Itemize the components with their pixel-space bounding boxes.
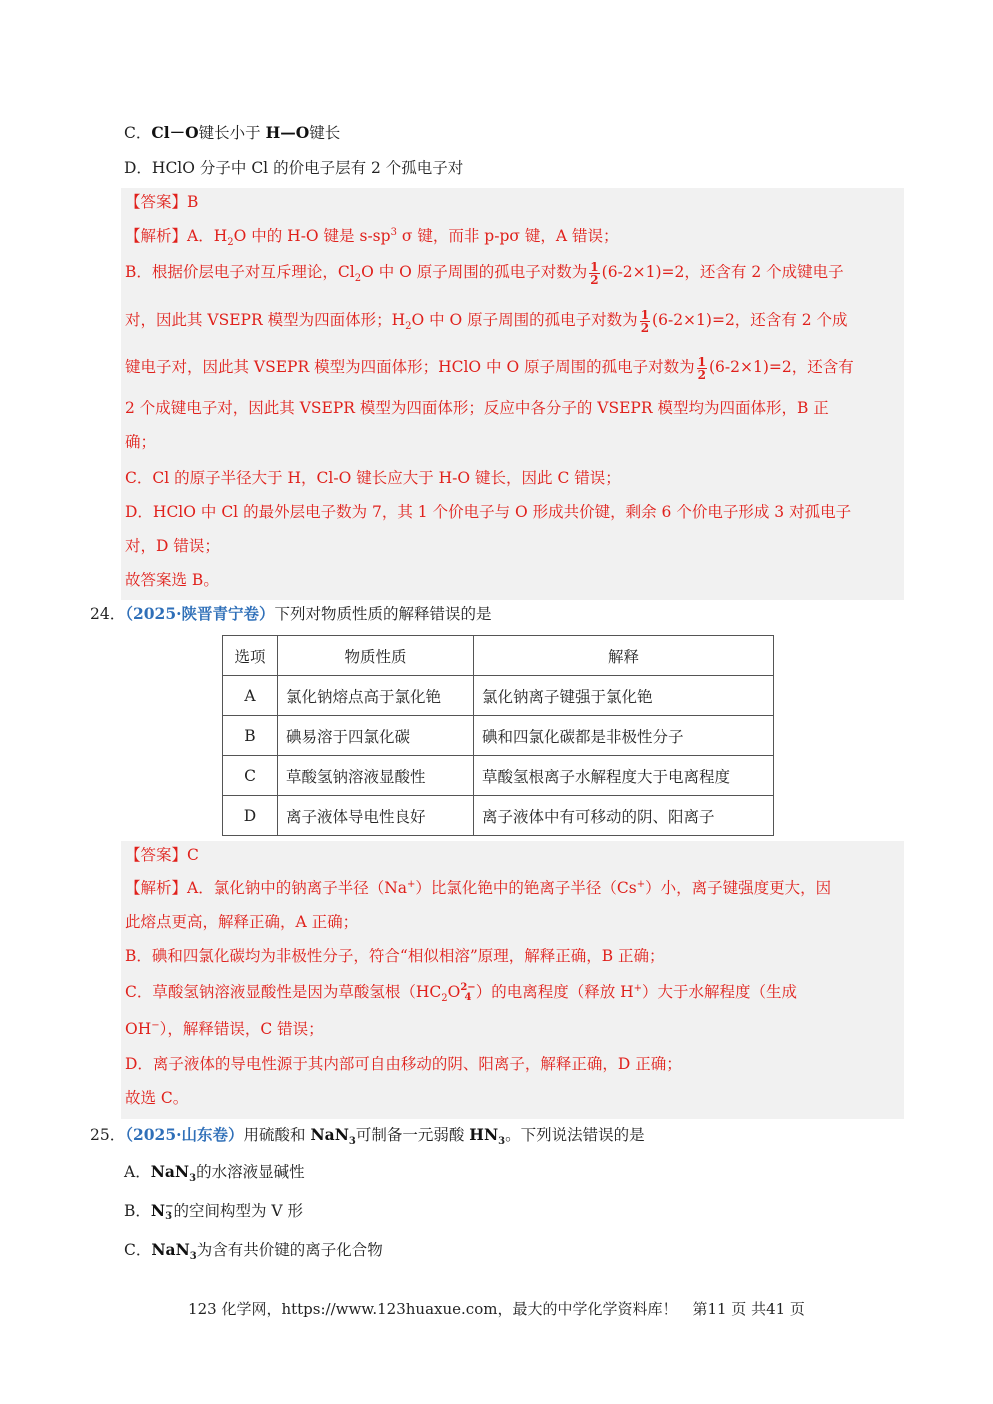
text: OH [125,1020,152,1038]
analysis-line-4 [125,980,797,1004]
text: (6-2×1)=2，还含有 2 个成 [652,311,848,329]
analysis-line-8: D．HClO 中 Cl 的最外层电子数为 7，其 1 个价电子与 O 形成共价键，剩余 6 个价电子形成 3 对孤电子 [125,503,852,521]
subscript: 3 [165,1211,173,1222]
fraction [697,356,707,381]
question-number: 25． [90,1126,126,1144]
subscript: 2 [405,321,412,333]
analysis-line-6: D．离子液体的导电性源于其内部可自由移动的阴、阳离子，解释正确，D 正确； [125,1055,682,1073]
superscript: + [407,878,416,890]
subscript: 2 [227,237,234,249]
analysis-line-2 [125,260,844,286]
question-number: 24． [90,605,126,623]
subscript: 2 [354,273,362,285]
analysis-line-5: 2 个成键电子对，因此其 VSEPR 模型为四面体形；反应中各分子的 VSEPR 模型均为四面体形，B 正 [125,399,829,417]
subscript: 3 [189,1251,197,1263]
table-cell: 草酸氢钠溶液显酸性 [278,756,474,796]
option-text: 为含有共价键的离子化合物 [196,1241,383,1259]
question-text: 。下列说法错误的是 [505,1126,645,1144]
table-cell: 碘和四氯化碳都是非极性分子 [474,716,774,756]
table-cell: A [223,676,278,716]
q24-table [222,635,774,836]
fraction [589,261,599,286]
analysis-prefix: 【解析】 [125,227,188,245]
page-footer: 123 化学网，https://www.123huaxue.com，最大的中学化学资料库！ 第11 页 共41 页 [188,1300,805,1318]
q23-answer-block [121,188,904,600]
q23-option-c [124,121,340,143]
superscript: − [165,1201,174,1212]
table-header: 解释 [474,636,774,676]
text: O [447,983,461,1001]
text: (6-2×1)=2，还含有 2 个成键电子 [601,263,844,281]
option-label: C． [124,124,152,142]
analysis-line-1 [125,876,831,898]
question-text: 用硫酸和 [243,1126,306,1144]
table-cell: 氯化钠离子键强于氯化铯 [474,676,774,716]
fraction-numerator: 1 [697,354,706,369]
subscript: 3 [348,1136,356,1148]
superscript: 3 [390,226,397,238]
text: ）小，离子键强度更大，因 [645,879,832,897]
bond-h-o: H—O [265,123,310,142]
option-label: B． [124,1202,151,1220]
q24-answer-block [121,841,904,1119]
superscript: + [636,878,646,890]
text: O 中 O 原子周围的孤电子对数为 [411,311,638,329]
q25-option-a [124,1160,305,1184]
text: (6-2×1)=2，还含有 [708,358,854,376]
analysis-line-7: C．Cl 的原子半径大于 H，Cl-O 键长应大于 H-O 键长，因此 C 错误； [125,469,621,487]
formula: NaN [150,1162,190,1181]
q25-option-c [124,1238,383,1262]
question-source: （2025·山东卷） [125,1125,244,1144]
table-header-row [223,636,774,676]
formula: NaN [310,1125,349,1144]
analysis-line-1 [125,224,619,248]
answer-line: 【答案】C [125,846,199,864]
analysis-line-3: B．碘和四氯化碳均为非极性分子，符合“相似相溶”原理，解释正确，B 正确； [125,947,665,965]
fraction-numerator: 1 [590,259,599,274]
table-cell: 离子液体中有可移动的阴、阳离子 [474,796,774,836]
question-text: 下列对物质性质的解释错误的是 [274,605,492,623]
analysis-line-2: 此熔点更高，解释正确，A 正确； [125,913,359,931]
fraction-denominator: 2 [640,320,650,335]
q25-stem [90,1123,645,1147]
text: B．根据价层电子对互斥理论，Cl [125,263,355,281]
table-cell: 草酸氢根离子水解程度大于电离程度 [474,756,774,796]
question-source: （2025·陕晋青宁卷） [125,604,275,623]
ion-charge: 2− 4 [460,982,476,1003]
table-row [223,756,774,796]
option-label: A． [124,1163,151,1181]
text: A．H [187,227,228,245]
formula: N [150,1201,166,1220]
analysis-line-6: 确； [125,433,157,451]
subscript: 3 [189,1173,197,1185]
text: A．氯化钠中的钠离子半径（Na [187,879,408,897]
table-row [223,676,774,716]
analysis-line-4 [125,355,854,381]
table-header: 选项 [223,636,278,676]
analysis-line-5 [125,1017,324,1039]
formula: HN [469,1125,499,1144]
fraction-denominator: 2 [590,272,599,287]
subscript: 4 [464,992,472,1003]
question-text: 可制备一元弱酸 [355,1126,465,1144]
text: O 中的 H-O 键是 s-sp [233,227,391,245]
subscript: 2 [441,993,448,1005]
analysis-line-7: 故选 C。 [125,1089,189,1107]
table-cell: B [223,716,278,756]
table-row [223,796,774,836]
text: ）大于水解程度（生成 [642,983,798,1001]
q25-option-b [124,1199,303,1222]
subscript: 3 [498,1136,506,1148]
option-label: C． [124,1241,152,1259]
option-text: 键长小于 [198,124,261,142]
text: ）的电离程度（释放 H [475,983,634,1001]
text: σ 键，而非 p-pσ 键，A 错误； [396,227,619,245]
q23-option-d: D．HClO 分子中 Cl 的价电子层有 2 个孤电子对 [124,159,464,177]
answer-line: 【答案】B [125,193,199,211]
table-cell: 碘易溶于四氯化碳 [278,716,474,756]
superscript: + [633,982,643,994]
table-row [223,716,774,756]
table-cell: 氯化钠熔点高于氯化铯 [278,676,474,716]
formula: NaN [151,1240,190,1259]
analysis-line-9: 对，D 错误； [125,537,220,555]
option-text: 键长 [309,124,341,142]
table-cell: D [223,796,278,836]
analysis-prefix: 【解析】 [125,879,188,897]
fraction [640,309,650,334]
superscript: − [151,1019,160,1031]
analysis-line-3 [125,308,848,334]
option-text: 的水溶液显碱性 [196,1163,305,1181]
table-header: 物质性质 [278,636,474,676]
text: ）比氯化铯中的铯离子半径（Cs [415,879,637,897]
table-cell: 离子液体导电性良好 [278,796,474,836]
q24-stem [90,602,492,624]
text: C．草酸氢钠溶液显酸性是因为草酸氢根（HC [125,983,442,1001]
option-text: 的空间构型为 V 形 [173,1202,304,1220]
table-cell: C [223,756,278,796]
bond-cl-o: Cl－O [151,123,199,142]
text: 对，因此其 VSEPR 模型为四面体形；H [125,311,406,329]
analysis-line-10: 故答案选 B。 [125,571,219,589]
text: 键电子对，因此其 VSEPR 模型为四面体形；HClO 中 O 原子周围的孤电子对数为 [125,358,695,376]
fraction-numerator: 1 [640,307,650,322]
fraction-denominator: 2 [697,367,706,382]
text: ），解释错误，C 错误； [159,1020,324,1038]
text: O 中 O 原子周围的孤电子对数为 [361,263,588,281]
